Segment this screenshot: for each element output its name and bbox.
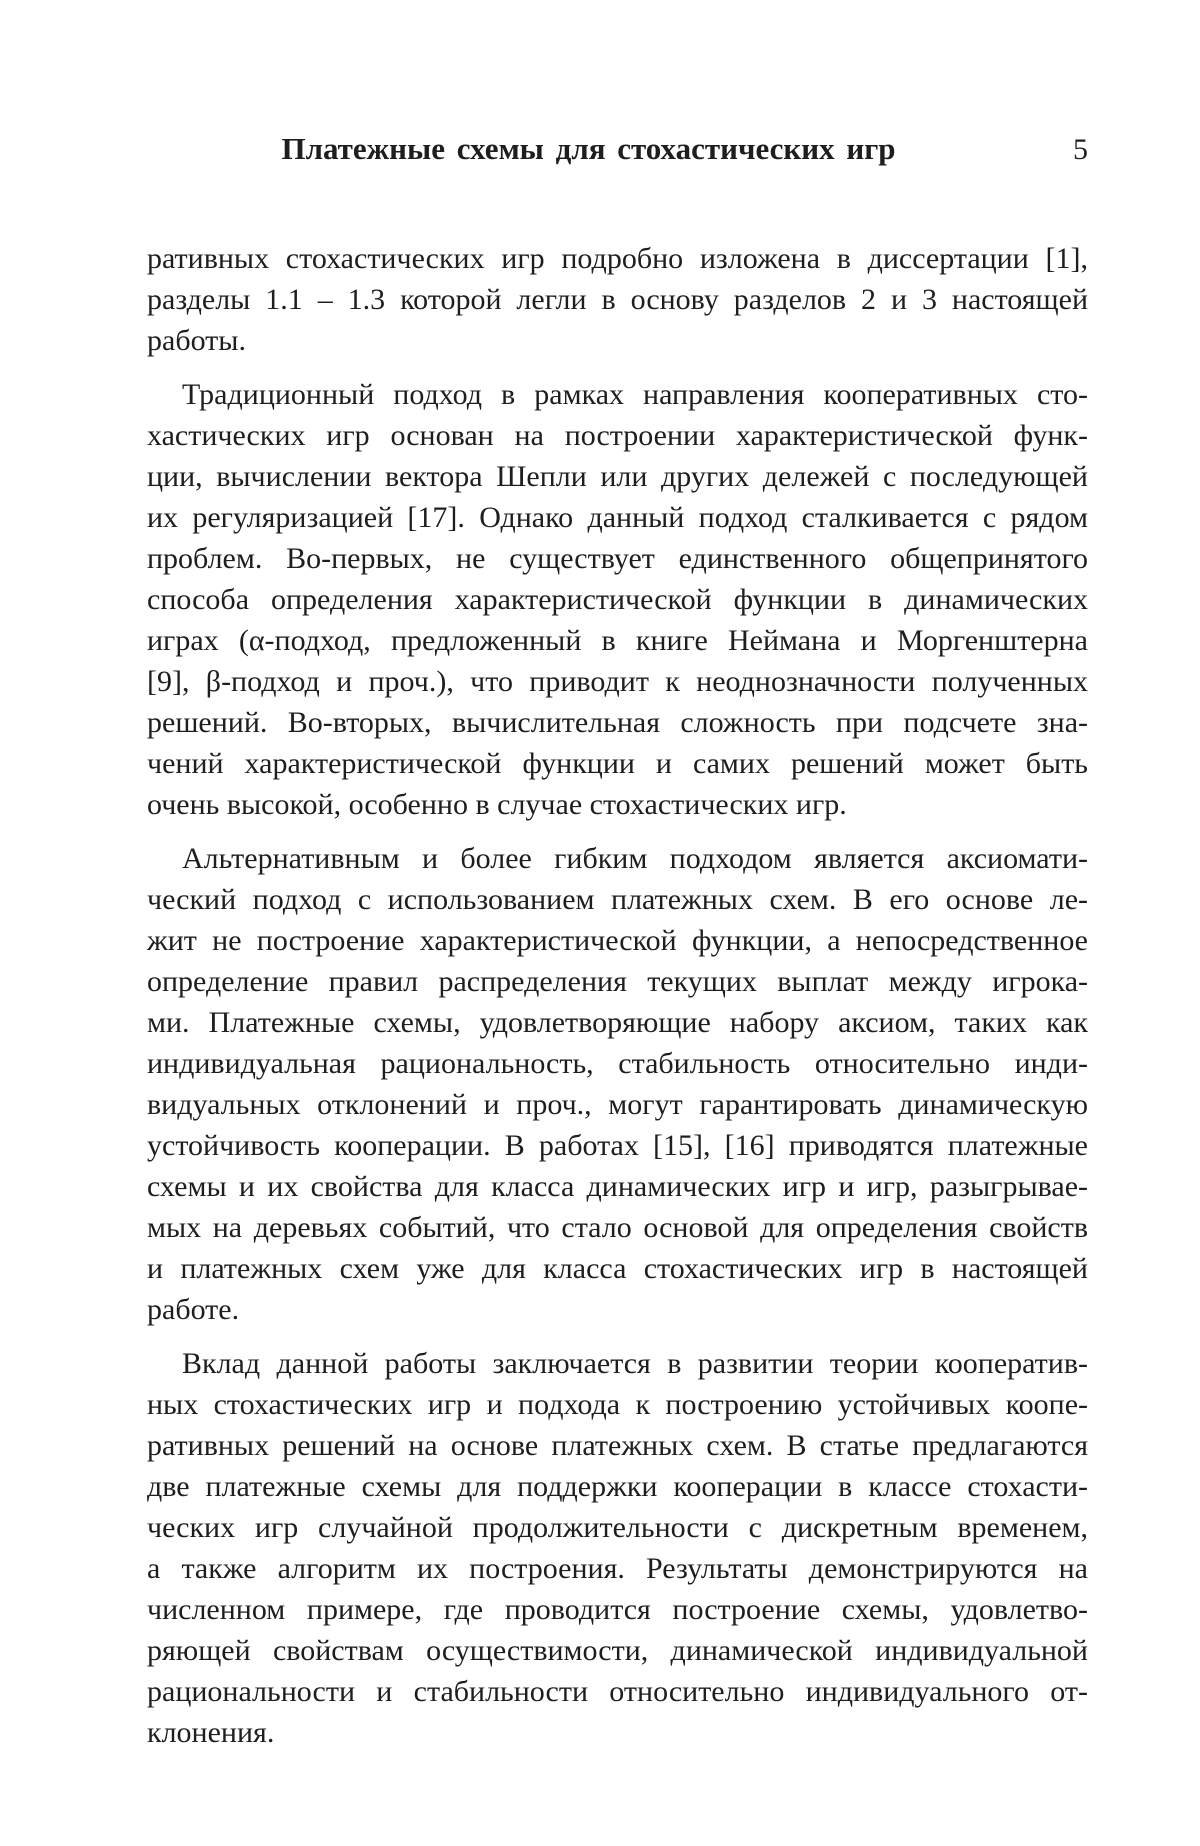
text-line: ративных решений на основе платежных схем. В статье предлагаются: [147, 1429, 1088, 1462]
text-line: ми. Платежные схемы, удовлетворяющие набору аксиом, таких как: [147, 1006, 1088, 1039]
text-line: рациональности и стабильности относительно индивидуального от-: [147, 1675, 1088, 1708]
text-line: индивидуальная рациональность, стабильность относительно инди-: [147, 1047, 1088, 1080]
text-line: ческий подход с использованием платежных схем. В его основе ле-: [147, 883, 1088, 916]
text-line: играх (α-подход, предложенный в книге Неймана и Моргенштерна: [147, 624, 1088, 657]
text-line: мых на деревьях событий, что стало основой для определения свойств: [147, 1211, 1088, 1244]
text-line: работе.: [147, 1293, 240, 1326]
paragraph: [147, 374, 1088, 825]
paragraph: [147, 838, 1088, 1330]
text-line: Вклад данной работы заключается в развитии теории кооператив-: [182, 1347, 1088, 1380]
text-line: чений характеристической функции и самих решений может быть: [147, 747, 1088, 780]
text-line: ративных стохастических игр подробно изложена в диссертации [1],: [147, 242, 1088, 275]
text-line: очень высокой, особенно в случае стохастических игр.: [147, 788, 847, 821]
text-line: ции, вычислении вектора Шепли или других дележей с последующей: [147, 460, 1088, 493]
text-line: схемы и их свойства для класса динамических игр и игр, разыгрывае-: [147, 1170, 1088, 1203]
text-line: две платежные схемы для поддержки кооперации в классе стохасти-: [147, 1470, 1088, 1503]
text-line: ряющей свойствам осуществимости, динамической индивидуальной: [147, 1634, 1088, 1667]
text-line: а также алгоритм их построения. Результаты демонстрируются на: [147, 1552, 1088, 1585]
text-line: ных стохастических игр и подхода к построению устойчивых коопе-: [147, 1388, 1088, 1421]
text-line: Альтернативным и более гибким подходом является аксиомати-: [182, 842, 1088, 875]
text-line: жит не построение характеристической функции, а непосредственное: [147, 924, 1088, 957]
running-head: [147, 131, 1088, 171]
paragraph: [147, 1343, 1088, 1753]
text-line: определение правил распределения текущих выплат между игрока-: [147, 965, 1088, 998]
text-line: решений. Во-вторых, вычислительная сложность при подсчете зна-: [147, 706, 1088, 739]
text-line: видуальных отклонений и проч., могут гарантировать динамическую: [147, 1088, 1088, 1121]
body-text: [147, 238, 1088, 1753]
text-line: их регуляризацией [17]. Однако данный подход сталкивается с рядом: [147, 501, 1088, 534]
text-line: работы.: [147, 324, 246, 357]
text-line: и платежных схем уже для класса стохастических игр в настоящей: [147, 1252, 1088, 1285]
page-number: 5: [1073, 133, 1088, 166]
paragraph: [147, 238, 1088, 361]
text-line: [9], β-подход и проч.), что приводит к неоднозначности полученных: [147, 665, 1088, 698]
text-line: численном примере, где проводится построение схемы, удовлетво-: [147, 1593, 1088, 1626]
text-line: разделы 1.1 – 1.3 которой легли в основу разделов 2 и 3 настоящей: [147, 283, 1088, 316]
text-line: Традиционный подход в рамках направления кооперативных сто-: [182, 378, 1088, 411]
page-title: Платежные схемы для стохастических игр: [281, 131, 896, 166]
text-line: способа определения характеристической функции в динамических: [147, 583, 1088, 616]
text-line: проблем. Во-первых, не существует единственного общепринятого: [147, 542, 1088, 575]
text-line: хастических игр основан на построении характеристической функ-: [147, 419, 1088, 452]
text-line: клонения.: [147, 1716, 275, 1749]
text-line: устойчивость кооперации. В работах [15], [16] приводятся платежные: [147, 1129, 1088, 1162]
text-line: ческих игр случайной продолжительности с дискретным временем,: [147, 1511, 1088, 1544]
